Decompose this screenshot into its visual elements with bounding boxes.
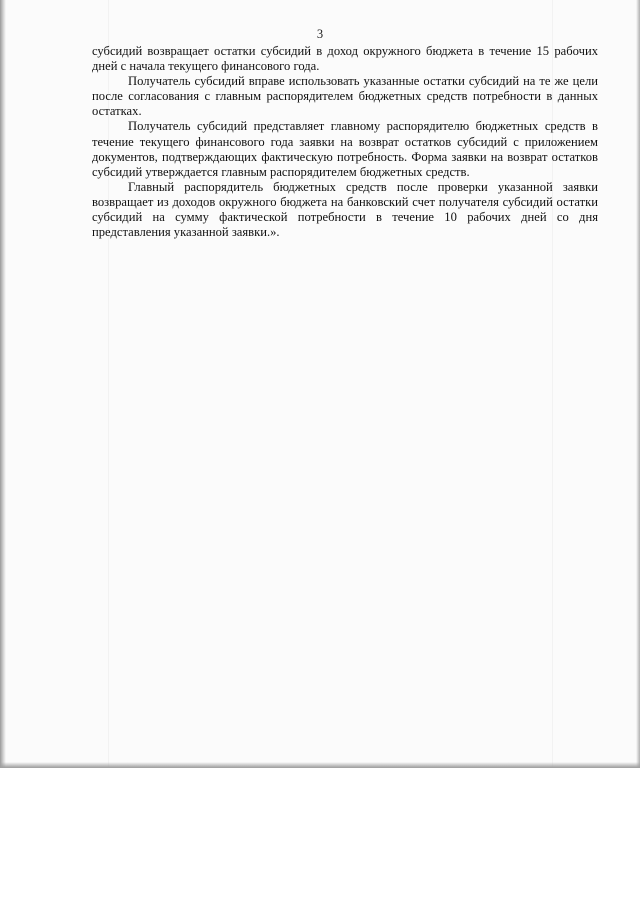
scan-shadow-bottom — [0, 762, 640, 768]
scan-shadow-right — [636, 0, 640, 768]
paragraph: Получатель субсидий вправе использовать указанные остатки субсидий на те же цели после согласования с главным распорядителем бюджетных средств потребности в данных остатках. — [92, 74, 598, 119]
paragraph-continuation: субсидий возвращает остатки субсидий в доход окружного бюджета в течение 15 рабочих дней с начала текущего финансового года. — [92, 44, 598, 74]
paragraph: Получатель субсидий представляет главному распорядителю бюджетных средств в течение текущего финансового года заявки на возврат остатков субсидий с приложением документов, подтверждающих фактическую потребность. Форма заявки на возврат остатков субсидий утверждается главным распорядителем бюджетных средств. — [92, 119, 598, 179]
document-body — [92, 44, 598, 240]
scan-shadow-left — [0, 0, 6, 768]
paragraph: Главный распорядитель бюджетных средств после проверки указанной заявки возвращает из доходов окружного бюджета на банковский счет получателя субсидий остатки субсидий на сумму фактической потребности в течение 10 рабочих дней со дня представления указанной заявки.». — [92, 179, 598, 240]
page-number: 3 — [316, 27, 324, 41]
